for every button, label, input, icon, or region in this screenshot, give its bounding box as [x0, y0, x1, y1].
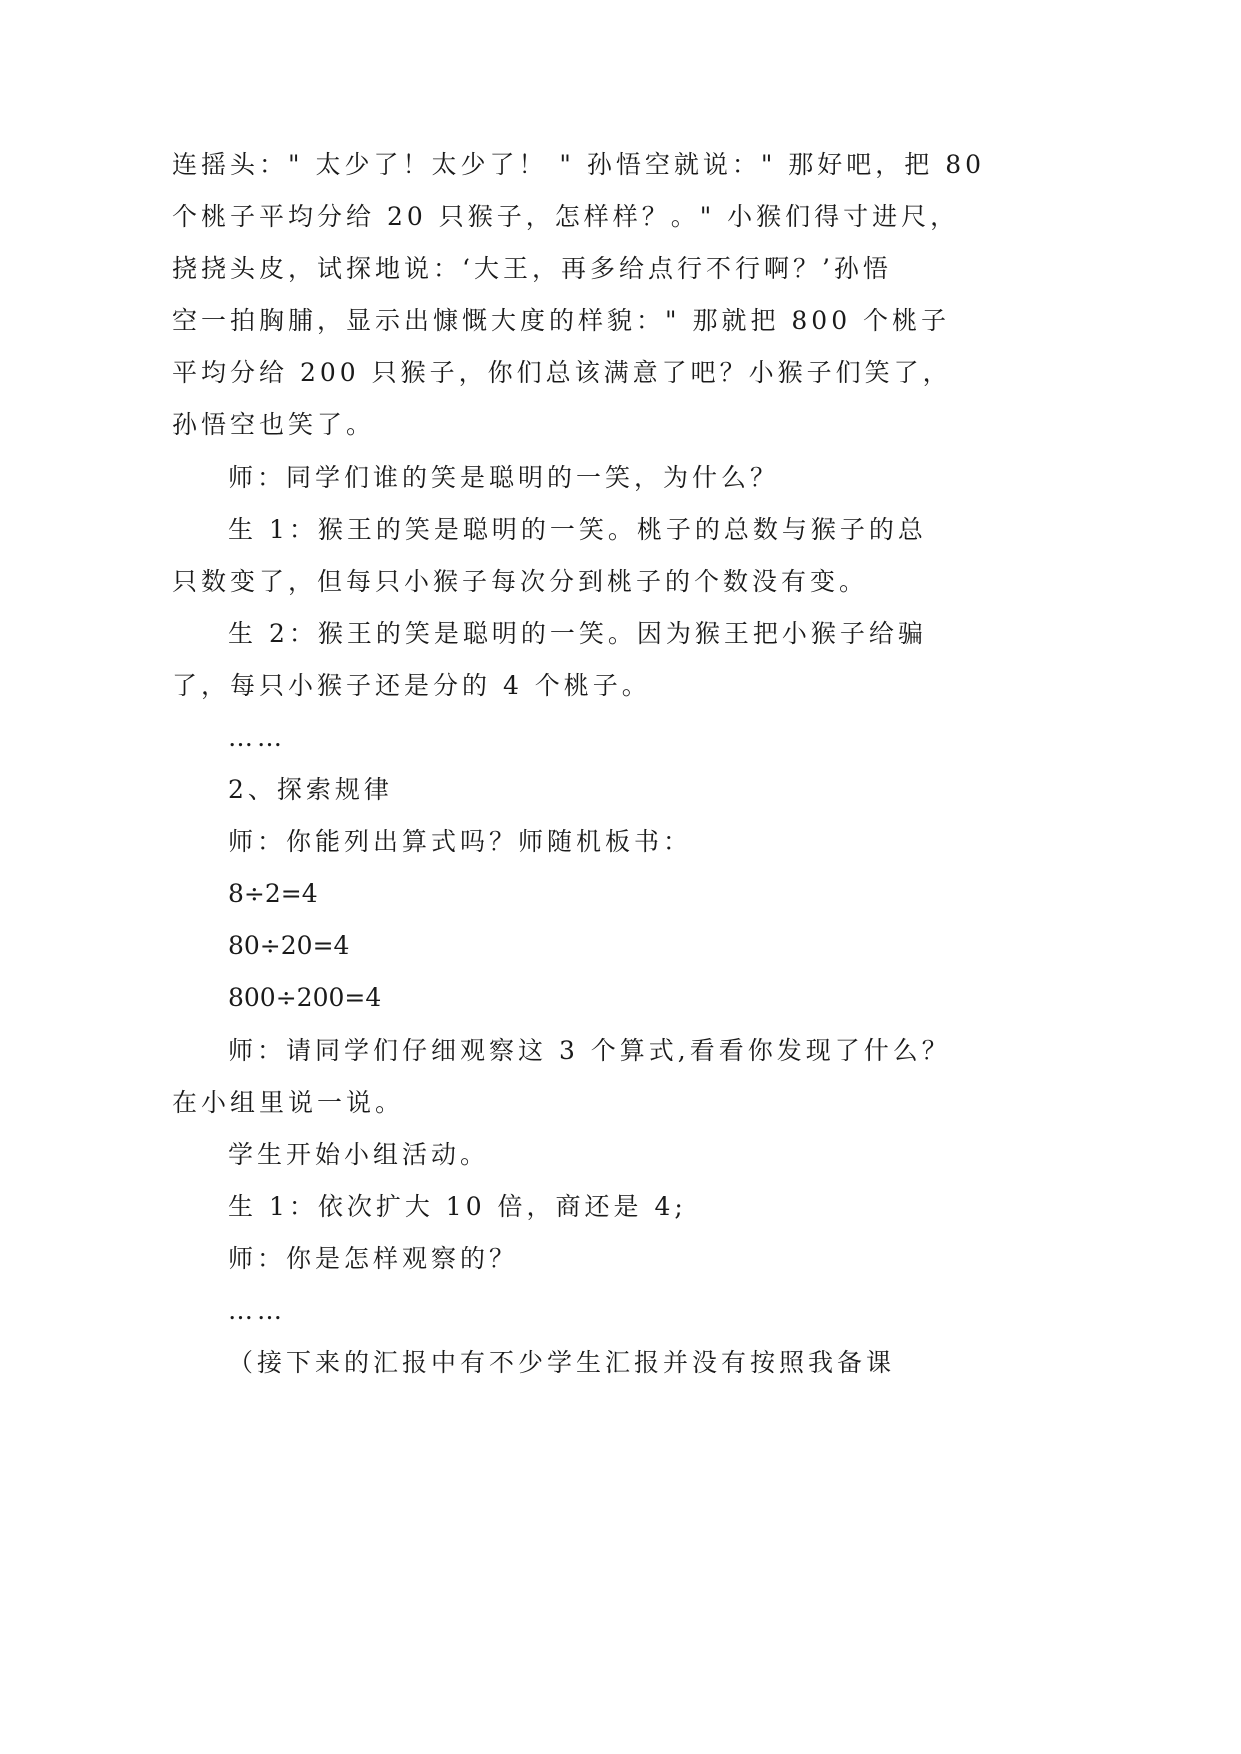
- student-1-answer: 生 1：猴王的笑是聪明的一笑。桃子的总数与猴子的总: [228, 515, 927, 544]
- paragraph-line: 个桃子平均分给 20 只猴子，怎样样？。" 小猴们得寸进尺，: [172, 202, 960, 231]
- paragraph-line: 在小组里说一说。: [172, 1088, 405, 1117]
- equation: 80÷20=4: [228, 931, 350, 960]
- teacher-question: 师：同学们谁的笑是聪明的一笑，为什么？: [228, 463, 780, 492]
- section-heading: 2、探索规律: [228, 775, 393, 804]
- paragraph-line: 平均分给 200 只猴子，你们总该满意了吧？小猴子们笑了，: [172, 358, 952, 387]
- paragraph-line: 只数变了，但每只小猴子每次分到桃子的个数没有变。: [172, 567, 869, 596]
- paragraph-line: 连摇头：" 太少了！太少了！ " 孙悟空就说：" 那好吧，把 80: [172, 150, 986, 179]
- ellipsis: ……: [228, 1296, 286, 1325]
- paragraph-line: 挠挠头皮，试探地说：‘大王，再多给点行不行啊？’孙悟: [172, 254, 892, 283]
- teacher-prompt: 师：你能列出算式吗？师随机板书：: [228, 827, 693, 856]
- paragraph-line: 空一拍胸脯，显示出慷慨大度的样貌：" 那就把 800 个桃子: [172, 306, 951, 335]
- teacher-question: 师：你是怎样观察的？: [228, 1244, 519, 1273]
- equation: 800÷200=4: [228, 983, 382, 1012]
- activity-note: 学生开始小组活动。: [228, 1140, 490, 1169]
- student-2-answer: 生 2：猴王的笑是聪明的一笑。因为猴王把小猴子给骗: [228, 619, 927, 648]
- paragraph-line: （接下来的汇报中有不少学生汇报并没有按照我备课: [228, 1348, 896, 1377]
- paragraph-line: 孙悟空也笑了。: [172, 410, 376, 439]
- student-1-answer: 生 1：依次扩大 10 倍，商还是 4;: [228, 1192, 687, 1221]
- ellipsis: ……: [228, 723, 286, 752]
- equation: 8÷2=4: [228, 879, 318, 908]
- paragraph-line: 了，每只小猴子还是分的 4 个桃子。: [172, 671, 651, 700]
- teacher-instruction: 师：请同学们仔细观察这 3 个算式,看看你发现了什么？: [228, 1036, 951, 1065]
